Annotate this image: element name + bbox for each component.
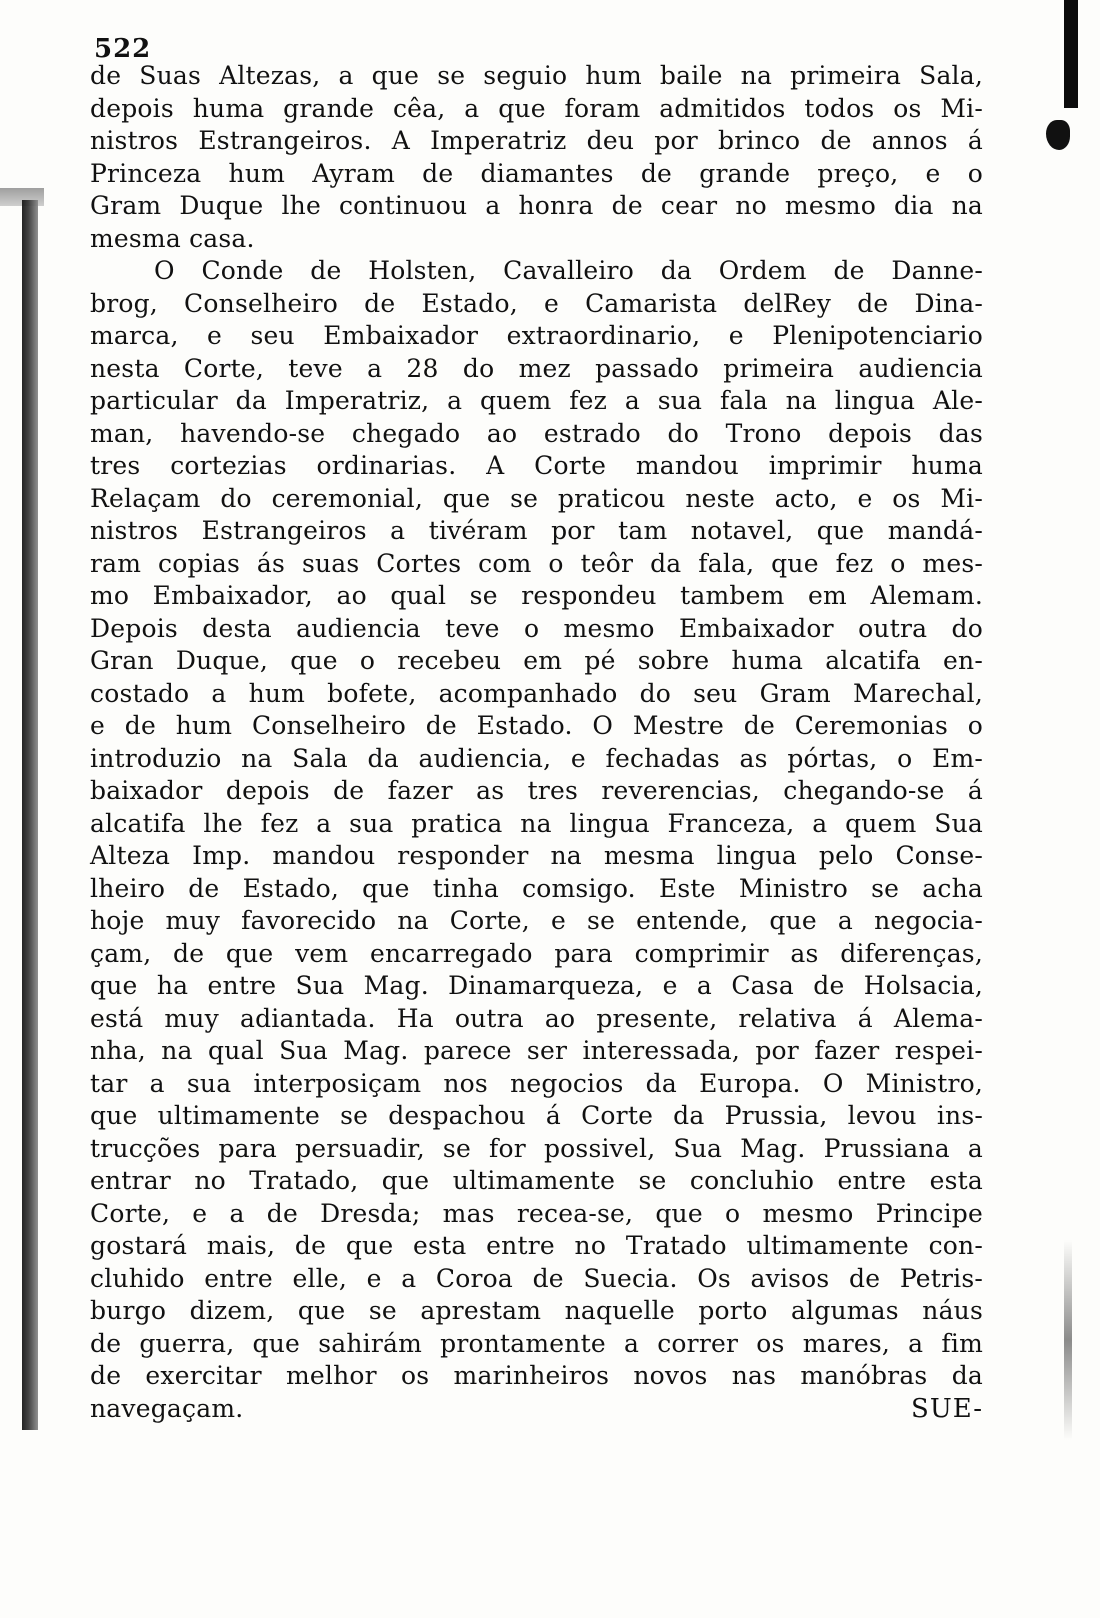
- text-line: Princeza hum Ayram de diamantes de grande preço, e o: [90, 158, 983, 188]
- text-line: costado a hum bofete, acompanhado do seu Gram Marechal,: [90, 678, 983, 708]
- text-line: Alteza Imp. mandou responder na mesma lingua pelo Conse-: [90, 841, 983, 870]
- text-line: Gram Duque lhe continuou a honra de cear no mesmo dia na: [90, 191, 983, 220]
- text-line: marca, e seu Embaixador extraordinario, e Plenipotenciario: [90, 321, 983, 350]
- text-line: hoje muy favorecido na Corte, e se entende, que a negocia-: [90, 906, 983, 935]
- text-line: burgo dizem, que se aprestam naquelle porto algumas náus: [90, 1296, 983, 1325]
- text-line: nistros Estrangeiros. A Imperatriz deu por brinco de annos á: [90, 126, 983, 155]
- text-line: está muy adiantada. Ha outra ao presente, relativa á Alema-: [90, 1003, 983, 1033]
- text-line: Depois desta audiencia teve o mesmo Embaixador outra do: [90, 613, 983, 643]
- text-line: [90, 1393, 983, 1426]
- text-line: tar a sua interposiçam nos negocios da Europa. O Ministro,: [90, 1068, 983, 1098]
- text-line: trucções para persuadir, se for possivel, Sua Mag. Prussiana a: [90, 1133, 983, 1163]
- text-line: man, havendo-se chegado ao estrado do Trono depois das: [90, 418, 983, 448]
- text-line: O Conde de Holsten, Cavalleiro da Ordem de Danne-: [154, 256, 983, 285]
- text-line: alcatifa lhe fez a sua pratica na lingua Franceza, a quem Sua: [90, 808, 983, 838]
- text-line: de Suas Altezas, a que se seguio hum baile na primeira Sala,: [90, 61, 983, 90]
- text-line: que ha entre Sua Mag. Dinamarqueza, e a Casa de Holsacia,: [90, 971, 983, 1000]
- page-edge-shadow: [1064, 1240, 1072, 1440]
- text-line: gostará mais, de que esta entre no Tratado ultimamente con-: [90, 1231, 983, 1260]
- text-line: Gran Duque, que o recebeu em pé sobre huma alcatifa en-: [90, 646, 983, 675]
- page-number: 522: [94, 34, 152, 64]
- text-line: brog, Conselheiro de Estado, e Camarista delRey de Dina-: [90, 288, 983, 318]
- text-line: lheiro de Estado, que tinha comsigo. Este Ministro se acha: [90, 873, 983, 903]
- text-line: que ultimamente se despachou á Corte da Prussia, levou ins-: [90, 1101, 983, 1130]
- text-line: entrar no Tratado, que ultimamente se concluhio entre esta: [90, 1166, 983, 1195]
- text-line: cluhido entre elle, e a Coroa de Suecia. Os avisos de Petris-: [90, 1263, 983, 1293]
- text-line: Corte, e a de Dresda; mas recea-se, que o mesmo Principe: [90, 1198, 983, 1228]
- text-line: de guerra, que sahirám prontamente a correr os mares, a fim: [90, 1328, 983, 1358]
- ink-blot: [1046, 120, 1070, 150]
- body-text: [90, 60, 983, 1425]
- text-line: nistros Estrangeiros a tivéram por tam notavel, que mandá-: [90, 516, 983, 545]
- text-line: introduzio na Sala da audiencia, e fechadas as pórtas, o Em-: [90, 743, 983, 773]
- text-line: tres cortezias ordinarias. A Corte mandou imprimir huma: [90, 451, 983, 480]
- text-line: ram copias ás suas Cortes com o teôr da fala, que fez o mes-: [90, 548, 983, 578]
- binding-gutter-shadow: [22, 200, 38, 1430]
- catchword: SUE-: [911, 1393, 983, 1424]
- text-line: Relaçam do ceremonial, que se praticou neste acto, e os Mi-: [90, 483, 983, 513]
- text-line: çam, de que vem encarregado para comprimir as diferenças,: [90, 938, 983, 968]
- text-line: mesma casa.: [90, 223, 255, 253]
- page-edge-mark: [1064, 0, 1078, 108]
- text-line: depois huma grande cêa, a que foram admitidos todos os Mi-: [90, 93, 983, 123]
- text-line: particular da Imperatriz, a quem fez a sua fala na lingua Ale-: [90, 386, 983, 415]
- text-line: nha, na qual Sua Mag. parece ser interessada, por fazer respei-: [90, 1036, 983, 1065]
- text-line: baixador depois de fazer as tres reverencias, chegando-se á: [90, 776, 983, 805]
- text-line: mo Embaixador, ao qual se respondeu tambem em Alemam.: [90, 581, 983, 610]
- text-line-content: navegaçam.: [90, 1393, 244, 1423]
- text-line: de exercitar melhor os marinheiros novos nas manóbras da: [90, 1361, 983, 1390]
- paragraph: [90, 60, 983, 255]
- paragraph: [90, 255, 983, 1425]
- text-line: nesta Corte, teve a 28 do mez passado primeira audiencia: [90, 353, 983, 383]
- text-line: e de hum Conselheiro de Estado. O Mestre de Ceremonias o: [90, 711, 983, 740]
